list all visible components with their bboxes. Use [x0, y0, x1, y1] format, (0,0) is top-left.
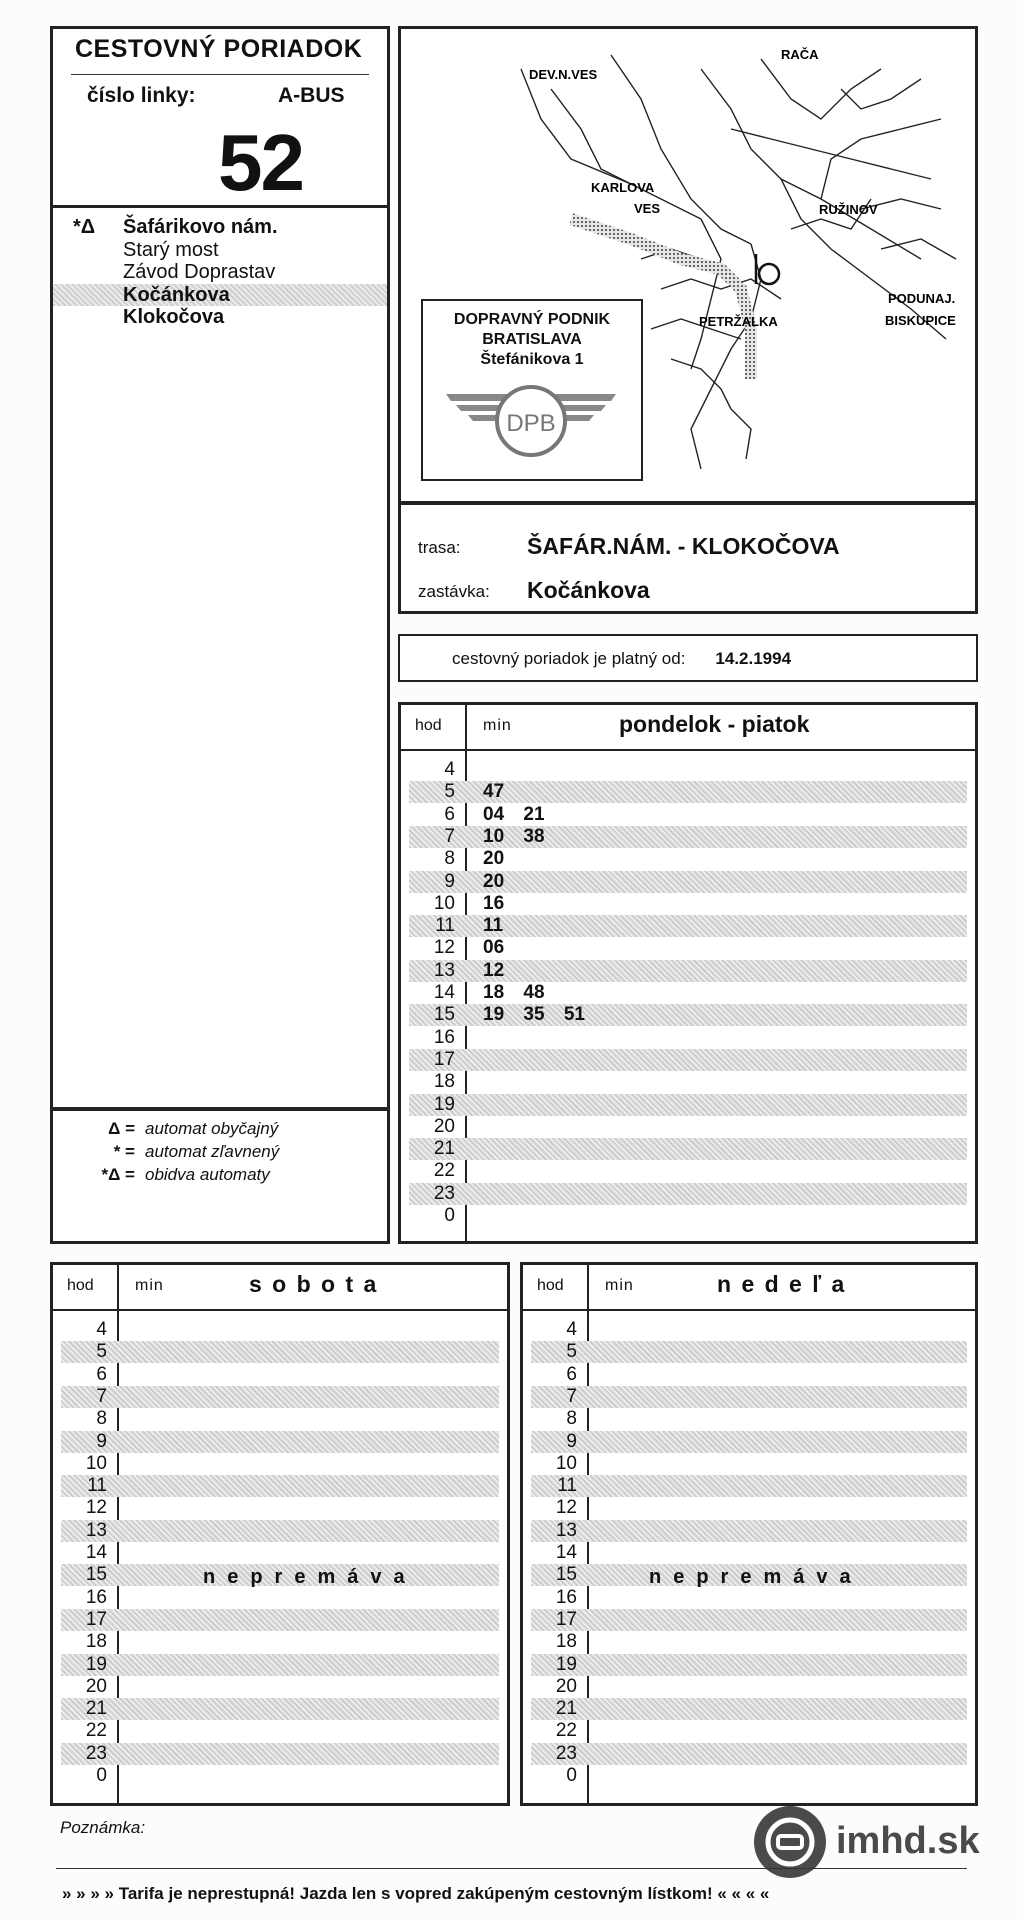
hour-cell: 10 [85, 1452, 107, 1474]
hour-cell: 14 [433, 982, 455, 1003]
legend-box [50, 1108, 390, 1244]
table-row [409, 1183, 967, 1205]
table-row [409, 960, 967, 982]
hour-cell: 14 [85, 1542, 107, 1563]
table-row [409, 804, 967, 826]
table-row [61, 1631, 499, 1653]
table-row [409, 1205, 967, 1227]
minutes-cell: 04 21 [483, 803, 545, 825]
stop-marker-icon [756, 254, 779, 284]
hour-cell: 6 [96, 1363, 107, 1385]
hour-cell: 9 [444, 870, 455, 892]
hour-cell: 0 [96, 1765, 107, 1786]
table-row [531, 1520, 967, 1542]
hour-cell: 8 [444, 848, 455, 870]
min-label: min [135, 1277, 164, 1294]
hour-cell: 20 [433, 1115, 455, 1137]
table-row [531, 1319, 967, 1341]
hour-cell: 13 [555, 1519, 577, 1541]
minutes-cell: 20 [483, 848, 505, 870]
map-label: RAČA [781, 47, 819, 62]
table-row [61, 1654, 499, 1676]
legend-row [108, 1119, 279, 1139]
timetable-header [523, 1265, 975, 1311]
table-row [531, 1453, 967, 1475]
operator-box [421, 299, 643, 481]
timetable-header [401, 705, 975, 751]
hour-cell: 5 [96, 1341, 107, 1363]
legend-text: obidva automaty [145, 1165, 270, 1184]
hour-cell: 14 [555, 1542, 577, 1563]
table-row [61, 1364, 499, 1386]
table-row [409, 1116, 967, 1138]
hour-cell: 5 [444, 781, 455, 803]
table-row [531, 1587, 967, 1609]
hour-cell: 22 [85, 1720, 107, 1742]
table-row [61, 1520, 499, 1542]
minutes-cell: 20 [483, 870, 505, 892]
footer-divider [56, 1868, 967, 1869]
hod-label: hod [415, 717, 442, 734]
stop-item [53, 306, 387, 328]
line-label: číslo linky: [87, 84, 196, 107]
hour-cell: 10 [433, 892, 455, 914]
table-row [61, 1676, 499, 1698]
hour-cell: 5 [566, 1341, 577, 1363]
stop-label: zastávka: [418, 582, 490, 601]
table-row [531, 1743, 967, 1765]
hour-cell: 7 [96, 1385, 107, 1407]
hour-cell: 17 [555, 1608, 577, 1630]
map-label: KARLOVA [591, 180, 655, 195]
legend-text: automat obyčajný [145, 1119, 279, 1138]
map-label: VES [634, 201, 661, 216]
hour-cell: 11 [557, 1475, 577, 1497]
hour-cell: 19 [85, 1653, 107, 1675]
hour-cell: 16 [433, 1026, 455, 1048]
operator-city: BRATISLAVA [482, 331, 582, 348]
hour-cell: 18 [85, 1631, 107, 1653]
table-row [409, 982, 967, 1004]
table-row [61, 1698, 499, 1720]
timetable-header [53, 1265, 507, 1311]
note-label: Poznámka: [60, 1818, 146, 1837]
stop-item [53, 239, 387, 261]
legend-row [101, 1165, 270, 1185]
table-row [61, 1542, 499, 1564]
table-row [409, 781, 967, 803]
hour-cell: 11 [87, 1475, 107, 1497]
table-row [61, 1720, 499, 1742]
table-row [531, 1341, 967, 1363]
table-row [531, 1676, 967, 1698]
validity-line [452, 649, 791, 669]
day-title: n e d e ľ a [717, 1271, 847, 1297]
legend-symbol: *Δ = [101, 1165, 135, 1184]
table-row [61, 1386, 499, 1408]
table-row [61, 1475, 499, 1497]
table-row [61, 1765, 499, 1787]
sunday-timetable [520, 1262, 978, 1806]
stop-name: Závod Doprastav [123, 261, 276, 283]
no-service-label: nepremáva [649, 1566, 863, 1588]
stop-value: Kočánkova [527, 577, 650, 603]
hour-cell: 15 [85, 1564, 107, 1586]
legend-symbol: Δ = [108, 1119, 135, 1138]
map-label: RUŽINOV [819, 202, 878, 217]
minutes-cell: 47 [483, 781, 505, 803]
hour-cell: 18 [433, 1071, 455, 1093]
operator-address: Štefánikova 1 [480, 351, 584, 368]
hour-cell: 10 [555, 1452, 577, 1474]
hod-label: hod [67, 1277, 94, 1294]
hour-cell: 9 [96, 1430, 107, 1452]
table-row [409, 915, 967, 937]
weekday-timetable [398, 702, 978, 1244]
hour-cell: 17 [433, 1048, 455, 1070]
hour-cell: 17 [85, 1608, 107, 1630]
hour-cell: 19 [433, 1093, 455, 1115]
hour-cell: 7 [444, 825, 455, 847]
route-box [398, 502, 978, 614]
hour-cell: 8 [96, 1408, 107, 1430]
stop-name: Starý most [123, 238, 219, 261]
hour-cell: 0 [566, 1765, 577, 1786]
min-label: min [483, 717, 512, 734]
table-row [409, 759, 967, 781]
map-box [398, 26, 978, 504]
hour-cell: 16 [85, 1586, 107, 1608]
table-row [409, 937, 967, 959]
minutes-cell: 16 [483, 892, 505, 914]
table-row [531, 1654, 967, 1676]
table-row [61, 1497, 499, 1519]
trasa-label: trasa: [418, 538, 461, 557]
hour-cell: 4 [566, 1319, 577, 1340]
table-row [531, 1497, 967, 1519]
no-service-label: nepremáva [203, 1566, 417, 1588]
header-divider [71, 74, 369, 75]
stop-name: Kočánkova [123, 283, 230, 306]
hour-cell: 19 [555, 1653, 577, 1675]
table-row [61, 1609, 499, 1631]
stops-box [50, 208, 390, 1110]
validity-box [398, 634, 978, 682]
legend-row [113, 1142, 280, 1162]
operator-name: DOPRAVNÝ PODNIK [453, 311, 611, 328]
trasa-value: ŠAFÁR.NÁM. - KLOKOČOVA [527, 533, 840, 559]
hour-cell: 23 [555, 1742, 577, 1764]
stop-item [53, 261, 387, 283]
hour-cell: 15 [555, 1564, 577, 1586]
table-row [531, 1765, 967, 1787]
legend-symbol: * = [113, 1142, 135, 1161]
table-row [531, 1631, 967, 1653]
hour-cell: 11 [435, 915, 455, 937]
legend-text: automat zľavnený [145, 1142, 280, 1161]
table-row [531, 1542, 967, 1564]
map-label: DEV.N.VES [529, 67, 598, 82]
hour-cell: 23 [433, 1182, 455, 1204]
document-title: CESTOVNÝ PORIADOK [75, 35, 363, 63]
hour-cell: 15 [433, 1004, 455, 1026]
hour-cell: 9 [566, 1430, 577, 1452]
table-row [61, 1431, 499, 1453]
hour-cell: 16 [555, 1586, 577, 1608]
map-label: PODUNAJ. [888, 291, 956, 306]
table-row [531, 1475, 967, 1497]
validity-date: 14.2.1994 [715, 649, 792, 668]
hour-cell: 20 [85, 1675, 107, 1697]
hour-cell: 7 [566, 1385, 577, 1407]
table-row [409, 893, 967, 915]
minutes-cell: 11 [483, 915, 504, 937]
hour-cell: 22 [433, 1160, 455, 1182]
minutes-cell: 12 [483, 959, 505, 981]
table-row [61, 1587, 499, 1609]
map-label: BISKUPICE [885, 313, 956, 328]
hour-cell: 4 [96, 1319, 107, 1340]
hour-cell: 12 [555, 1497, 577, 1519]
logo-text: DPB [506, 410, 556, 437]
fare-notice: » » » » Tarifa je neprestupná! Jazda len s vopred zakúpeným cestovným lístkom! « « « « [62, 1884, 770, 1903]
min-label: min [605, 1277, 634, 1294]
stop-name: Klokočova [123, 306, 225, 328]
table-row [409, 848, 967, 870]
map-label: PETRŽALKA [699, 314, 778, 329]
table-row [409, 1160, 967, 1182]
table-row [61, 1319, 499, 1341]
minutes-cell: 18 48 [483, 982, 545, 1003]
minutes-cell: 06 [483, 937, 505, 959]
table-row [409, 1049, 967, 1071]
hour-cell: 8 [566, 1408, 577, 1430]
table-row [531, 1408, 967, 1430]
dpb-logo-icon [441, 379, 621, 469]
hour-cell: 21 [433, 1138, 455, 1160]
table-row [531, 1609, 967, 1631]
table-row [409, 1138, 967, 1160]
table-row [409, 1071, 967, 1093]
day-title: pondelok - piatok [619, 711, 810, 737]
table-row [531, 1431, 967, 1453]
table-row [409, 1094, 967, 1116]
hour-cell: 23 [85, 1742, 107, 1764]
hour-cell: 21 [555, 1698, 577, 1720]
hour-cell: 0 [444, 1205, 455, 1226]
table-row [531, 1386, 967, 1408]
minutes-cell: 10 38 [483, 825, 545, 847]
table-row [409, 1027, 967, 1049]
company-short: A-BUS [278, 84, 345, 107]
hour-cell: 13 [433, 959, 455, 981]
stop-item [53, 216, 387, 238]
table-row [531, 1364, 967, 1386]
hour-cell: 13 [85, 1519, 107, 1541]
table-row [531, 1698, 967, 1720]
table-row [61, 1341, 499, 1363]
table-row [61, 1408, 499, 1430]
stop-name: Šafárikovo nám. [123, 216, 278, 238]
header-box [50, 26, 390, 208]
day-title: s o b o t a [249, 1271, 379, 1297]
hour-cell: 20 [555, 1675, 577, 1697]
hour-cell: 22 [555, 1720, 577, 1742]
validity-label: cestovný poriadok je platný od: [452, 649, 686, 668]
hour-cell: 12 [433, 937, 455, 959]
table-row [409, 826, 967, 848]
hour-cell: 12 [85, 1497, 107, 1519]
minutes-cell: 19 35 51 [483, 1004, 585, 1026]
hod-label: hod [537, 1277, 564, 1294]
table-row [409, 871, 967, 893]
hour-cell: 4 [444, 759, 455, 780]
stop-item-current [53, 284, 387, 306]
table-row [531, 1720, 967, 1742]
brand-name[interactable]: imhd.sk [836, 1820, 980, 1862]
hour-cell: 6 [444, 803, 455, 825]
table-row [61, 1743, 499, 1765]
hour-cell: 6 [566, 1363, 577, 1385]
saturday-timetable [50, 1262, 510, 1806]
table-row [409, 1004, 967, 1026]
table-row [61, 1453, 499, 1475]
hour-cell: 18 [555, 1631, 577, 1653]
stop-symbol: *Δ [73, 216, 96, 238]
line-number: 52 [218, 118, 303, 207]
hour-cell: 21 [85, 1698, 107, 1720]
